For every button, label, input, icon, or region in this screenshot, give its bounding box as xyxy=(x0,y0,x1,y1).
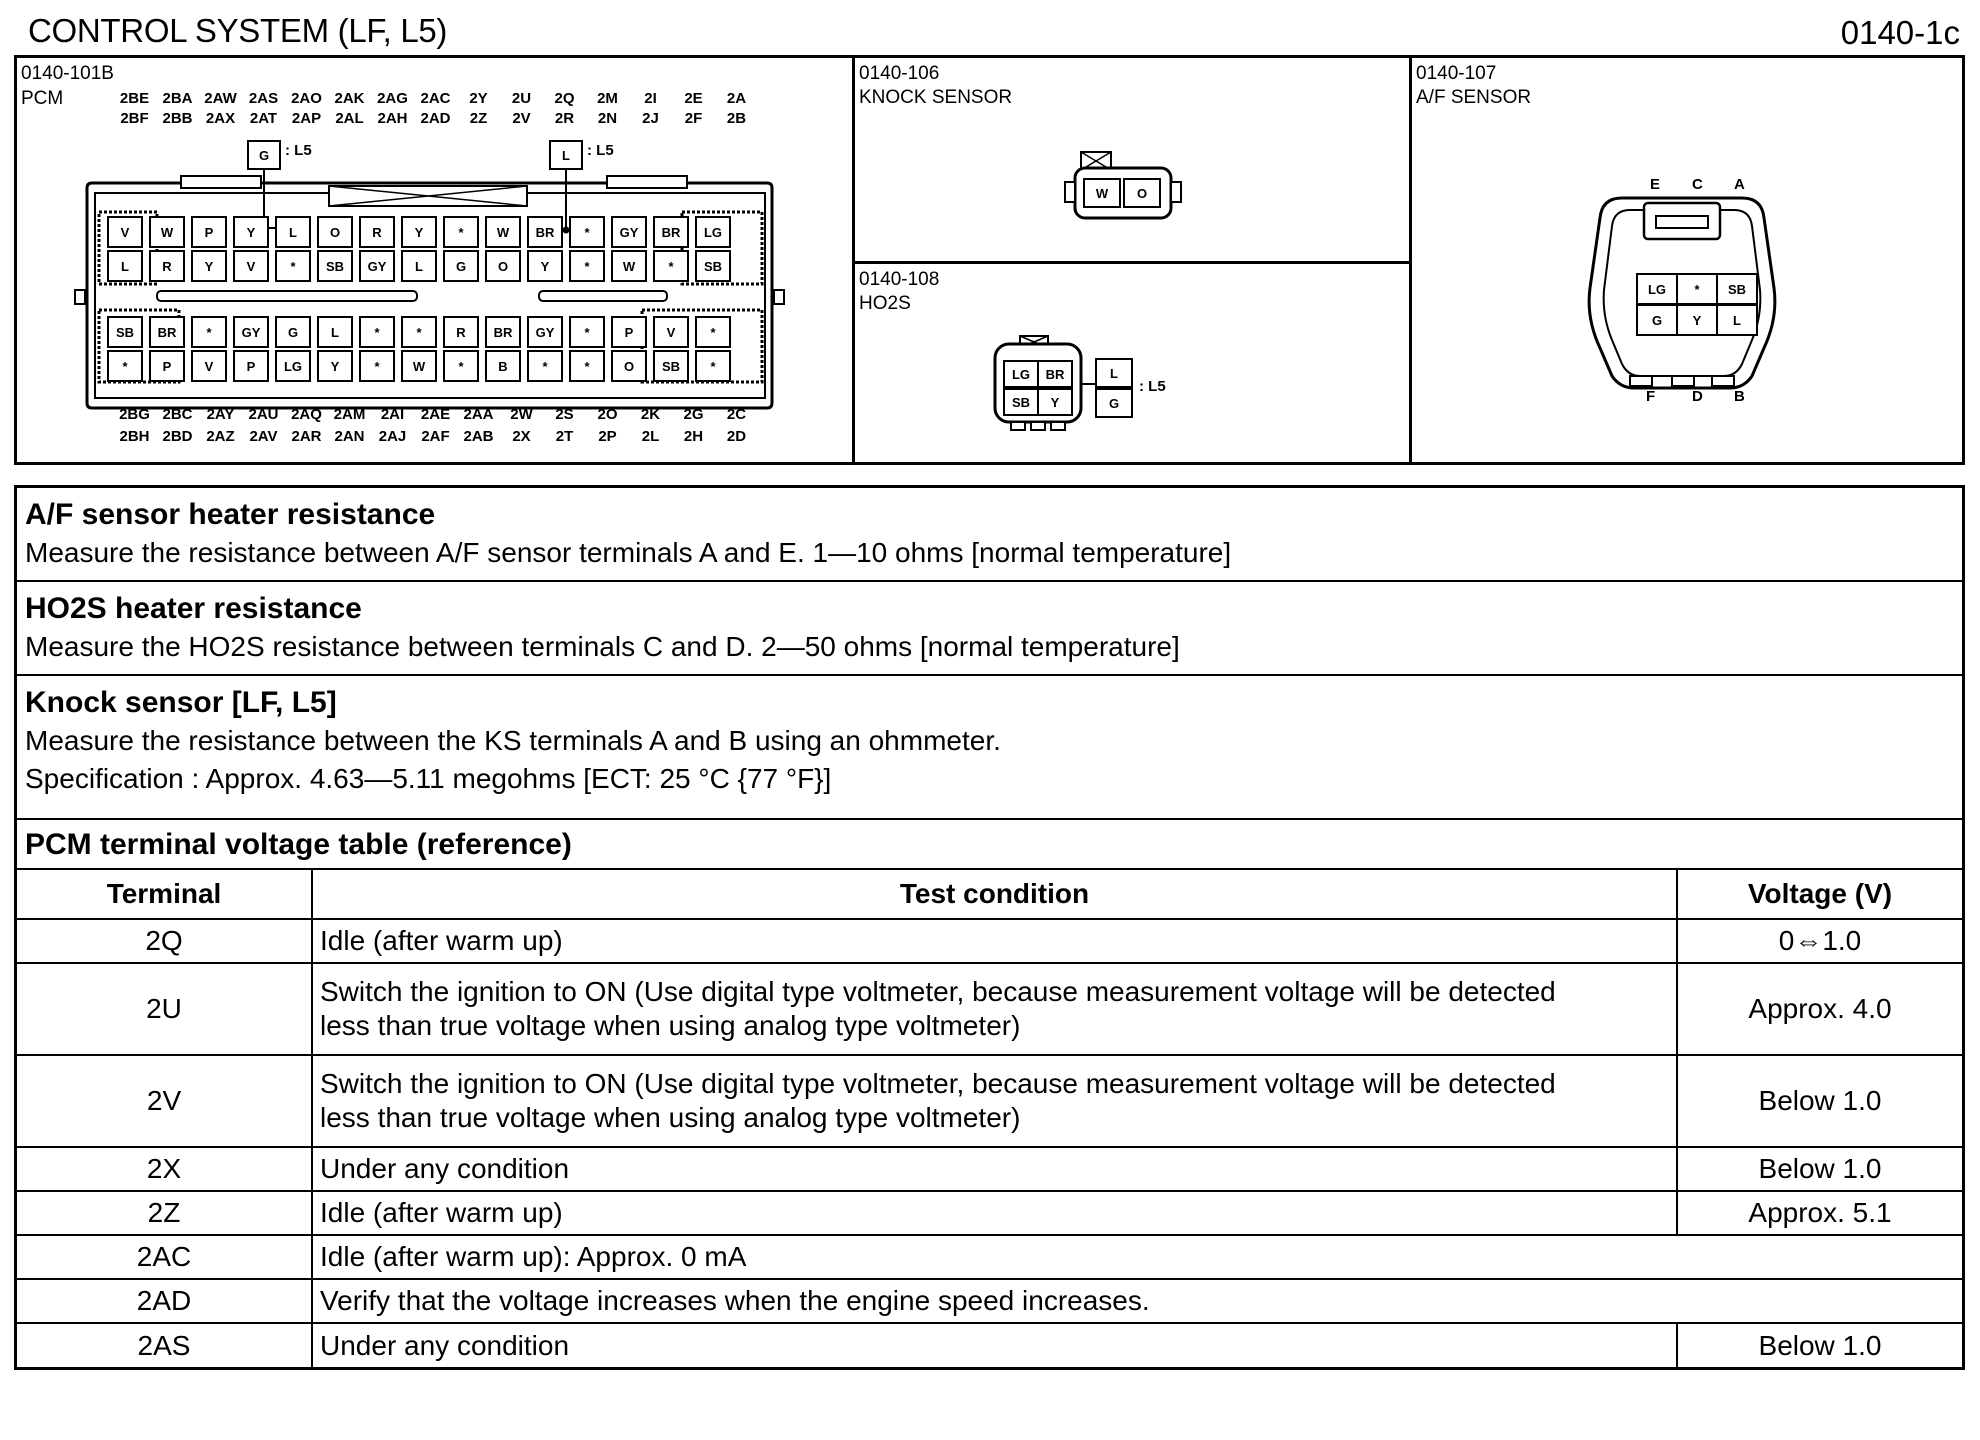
af-pin-e: LG xyxy=(1636,273,1678,305)
pcm-terminal-label: 2Z xyxy=(469,110,488,127)
pcm-terminal-label: 2AR xyxy=(291,428,322,445)
pcm-terminal-label: 2F xyxy=(684,110,703,127)
pcm-pin-wire-color: W xyxy=(611,250,647,282)
ho2s-alt-pin-1: L xyxy=(1095,358,1133,388)
ho2s-heater-section xyxy=(17,582,1962,676)
pcm-terminal-label: 2AA xyxy=(463,406,494,423)
condition-cell: Idle (after warm up) xyxy=(312,919,1677,963)
af-bottom-letter-b: B xyxy=(1734,388,1745,405)
af-top-letter-a: A xyxy=(1734,176,1745,193)
pcm-terminal-label: 2AZ xyxy=(206,428,235,445)
pcm-terminal-label: 2O xyxy=(597,406,618,423)
pcm-pin-wire-color: * xyxy=(359,316,395,348)
pcm-pin-wire-color: * xyxy=(359,350,395,382)
pcm-pin-wire-color: Y xyxy=(317,350,353,382)
pcm-pin-wire-color: * xyxy=(443,350,479,382)
header-condition: Test condition xyxy=(312,870,1677,919)
pcm-pin-wire-color: BR xyxy=(527,216,563,248)
voltage-table-title: PCM terminal voltage table (reference) xyxy=(25,828,572,861)
pcm-pin-wire-color: P xyxy=(191,216,227,248)
af-bottom-letter-d: D xyxy=(1692,388,1703,405)
terminal-cell: 2AS xyxy=(17,1323,312,1367)
table-row xyxy=(17,1323,1962,1367)
pcm-pin-wire-color: GY xyxy=(527,316,563,348)
pcm-pin-wire-color: L xyxy=(401,250,437,282)
pcm-callout-right-box: L xyxy=(549,140,583,170)
pcm-terminal-label: 2BA xyxy=(162,90,193,107)
ho2s-connector-body xyxy=(855,264,1412,462)
pcm-terminal-label: 2AC xyxy=(420,90,451,107)
pcm-terminal-label: 2V xyxy=(512,110,531,127)
pcm-terminal-label: 2T xyxy=(555,428,574,445)
pcm-pin-wire-color: SB xyxy=(695,250,731,282)
table-row xyxy=(17,1147,1962,1191)
table-row xyxy=(17,1191,1962,1235)
ho2s-pin-d: BR xyxy=(1037,360,1073,388)
voltage-cell: Below 1.0 xyxy=(1677,1147,1962,1191)
pcm-terminal-label: 2H xyxy=(683,428,704,445)
pcm-label: PCM xyxy=(21,88,64,109)
pcm-pin-wire-color: GY xyxy=(233,316,269,348)
af-pin-a: SB xyxy=(1716,273,1758,305)
page-code: 0140-1c xyxy=(1840,14,1960,51)
pcm-pin-wire-color: * xyxy=(443,216,479,248)
ho2s-cell xyxy=(855,264,1412,462)
voltage-cell: Below 1.0 xyxy=(1677,1055,1962,1147)
pcm-pin-wire-color: R xyxy=(149,250,185,282)
pcm-pin-wire-color: P xyxy=(611,316,647,348)
pcm-terminal-label: 2AX xyxy=(205,110,236,127)
pcm-pin-wire-color: LG xyxy=(275,350,311,382)
pcm-pin-wire-color: GY xyxy=(611,216,647,248)
pcm-pin-wire-color: * xyxy=(191,316,227,348)
pcm-pin-wire-color: LG xyxy=(695,216,731,248)
voltage-table-title-row xyxy=(17,820,1962,870)
pcm-terminal-label: 2AP xyxy=(291,110,322,127)
pcm-pin-wire-color: W xyxy=(149,216,185,248)
voltage-cell: 0⇔1.0 xyxy=(1677,919,1962,963)
pcm-terminal-label: 2M xyxy=(597,90,618,107)
pcm-terminal-label: 2BD xyxy=(162,428,193,445)
pcm-callout-right-note: : L5 xyxy=(587,142,614,159)
pcm-pin-wire-color: O xyxy=(611,350,647,382)
knock-sensor-line-1: Measure the resistance between the KS terminals A and B using an ohmmeter. xyxy=(25,725,1001,756)
pcm-pin-wire-color: V xyxy=(191,350,227,382)
condition-cell: Idle (after warm up): Approx. 0 mA xyxy=(312,1235,1962,1279)
pcm-callout-left-note: : L5 xyxy=(285,142,312,159)
af-top-letter-e: E xyxy=(1650,176,1661,193)
af-heater-title: A/F sensor heater resistance xyxy=(25,498,436,531)
pcm-terminal-label: 2AF xyxy=(421,428,450,445)
pcm-terminal-label: 2BC xyxy=(162,406,193,423)
table-row xyxy=(17,963,1962,1055)
af-heater-line: Measure the resistance between A/F sensor terminals A and E. 1—10 ohms [normal temperature] xyxy=(25,537,1232,568)
pcm-pin-wire-color: L xyxy=(107,250,143,282)
pcm-terminal-label: 2K xyxy=(640,406,661,423)
pcm-terminal-label: 2D xyxy=(726,428,747,445)
af-top-letter-c: C xyxy=(1692,176,1703,193)
pcm-pin-wire-color: G xyxy=(275,316,311,348)
pcm-terminal-label: 2N xyxy=(597,110,618,127)
pcm-terminal-label: 2AW xyxy=(204,90,237,107)
af-sensor-connector-body xyxy=(1412,58,1962,462)
knock-sensor-section xyxy=(17,676,1962,820)
pcm-pin-wire-color: R xyxy=(359,216,395,248)
pcm-pin-wire-color: W xyxy=(485,216,521,248)
pcm-terminal-label: 2X xyxy=(512,428,531,445)
pcm-pin-wire-color: * xyxy=(695,350,731,382)
pcm-pin-wire-color: SB xyxy=(317,250,353,282)
pcm-pin-wire-color: * xyxy=(569,250,605,282)
pcm-terminal-label: 2U xyxy=(511,90,532,107)
pcm-pin-wire-color: P xyxy=(233,350,269,382)
pcm-terminal-label: 2A xyxy=(726,90,747,107)
pcm-pin-wire-color: SB xyxy=(653,350,689,382)
ho2s-pin-c: LG xyxy=(1003,360,1039,388)
af-pin-c: * xyxy=(1676,273,1718,305)
pcm-terminal-label: 2BF xyxy=(120,110,149,127)
pcm-terminal-label: 2B xyxy=(726,110,747,127)
table-row xyxy=(17,1055,1962,1147)
pcm-terminal-label: 2AM xyxy=(333,406,366,423)
pcm-terminal-label: 2AK xyxy=(334,90,365,107)
pcm-pin-wire-color: BR xyxy=(149,316,185,348)
pcm-pin-wire-color: SB xyxy=(107,316,143,348)
page-title: CONTROL SYSTEM (LF, L5) xyxy=(28,12,448,49)
pcm-terminal-label: 2AD xyxy=(420,110,451,127)
af-pin-f: G xyxy=(1636,304,1678,336)
knock-pin-1: W xyxy=(1083,178,1121,208)
pcm-pin-wire-color: * xyxy=(569,216,605,248)
voltage-table xyxy=(17,870,1962,1367)
pcm-terminal-label: 2AE xyxy=(420,406,451,423)
pcm-pin-wire-color: * xyxy=(653,250,689,282)
pcm-connector-code: 0140-101B xyxy=(21,63,114,84)
pcm-terminal-label: 2AJ xyxy=(378,428,407,445)
terminal-cell: 2Z xyxy=(17,1191,312,1235)
knock-sensor-label: KNOCK SENSOR xyxy=(859,87,1013,108)
pcm-pin-wire-color: * xyxy=(569,350,605,382)
pcm-pin-wire-color: L xyxy=(317,316,353,348)
pcm-pin-wire-color: * xyxy=(401,316,437,348)
condition-cell: Verify that the voltage increases when the engine speed increases. xyxy=(312,1279,1962,1323)
pcm-terminal-label: 2AU xyxy=(248,406,279,423)
pcm-connector-cell xyxy=(17,58,855,462)
connector-diagram-panel xyxy=(14,55,1965,465)
header-terminal: Terminal xyxy=(17,870,312,919)
pcm-terminal-label: 2AV xyxy=(249,428,278,445)
table-row xyxy=(17,919,1962,963)
pcm-pin-wire-color: Y xyxy=(527,250,563,282)
pcm-pin-wire-color: V xyxy=(107,216,143,248)
pcm-terminal-label: 2Y xyxy=(469,90,488,107)
pcm-terminal-label: 2Q xyxy=(554,90,575,107)
voltage-cell: Below 1.0 xyxy=(1677,1323,1962,1367)
pcm-pin-wire-color: Y xyxy=(233,216,269,248)
pcm-terminal-label: 2AH xyxy=(377,110,408,127)
specification-block xyxy=(14,485,1965,1370)
pcm-terminal-label: 2L xyxy=(641,428,660,445)
af-sensor-cell xyxy=(1412,58,1962,462)
table-row xyxy=(17,1235,1962,1279)
pcm-pin-wire-color: BR xyxy=(653,216,689,248)
knock-pin-2: O xyxy=(1123,178,1161,208)
pcm-terminal-label: 2P xyxy=(598,428,617,445)
ho2s-code: 0140-108 xyxy=(859,269,940,290)
af-sensor-code: 0140-107 xyxy=(1416,63,1497,84)
terminal-cell: 2AC xyxy=(17,1235,312,1279)
af-sensor-label: A/F SENSOR xyxy=(1416,87,1532,108)
voltage-cell: Approx. 5.1 xyxy=(1677,1191,1962,1235)
terminal-cell: 2AD xyxy=(17,1279,312,1323)
pcm-terminal-label: 2BG xyxy=(119,406,150,423)
pcm-pin-wire-color: L xyxy=(275,216,311,248)
pcm-pin-wire-color: * xyxy=(569,316,605,348)
pcm-terminal-label: 2AT xyxy=(249,110,278,127)
pcm-pin-wire-color: O xyxy=(485,250,521,282)
pcm-pin-wire-color: O xyxy=(317,216,353,248)
knock-sensor-title: Knock sensor [LF, L5] xyxy=(25,686,337,719)
terminal-cell: 2U xyxy=(17,963,312,1055)
pcm-pin-wire-color: Y xyxy=(191,250,227,282)
pcm-terminal-label: 2AI xyxy=(380,406,405,423)
pcm-terminal-grid xyxy=(17,58,855,462)
knock-sensor-connector-body xyxy=(855,58,1412,264)
ho2s-alt-note: : L5 xyxy=(1139,378,1166,395)
pcm-pin-wire-color: W xyxy=(401,350,437,382)
pcm-terminal-label: 2AS xyxy=(248,90,279,107)
pcm-terminal-label: 2R xyxy=(554,110,575,127)
pcm-terminal-label: 2BH xyxy=(119,428,150,445)
af-bottom-letter-f: F xyxy=(1646,388,1656,405)
ho2s-pin-b: Y xyxy=(1037,388,1073,416)
knock-sensor-cell xyxy=(855,58,1412,264)
pcm-pin-wire-color: * xyxy=(275,250,311,282)
pcm-terminal-label: 2AQ xyxy=(291,406,322,423)
pcm-callout-left-box: G xyxy=(247,140,281,170)
ho2s-label: HO2S xyxy=(859,293,911,314)
terminal-cell: 2X xyxy=(17,1147,312,1191)
af-pin-b: L xyxy=(1716,304,1758,336)
pcm-pin-wire-color: R xyxy=(443,316,479,348)
ho2s-heater-title: HO2S heater resistance xyxy=(25,592,362,625)
pcm-terminal-label: 2G xyxy=(683,406,704,423)
condition-cell: Switch the ignition to ON (Use digital type voltmeter, because measurement voltage will be detected less than true voltage when using analog type voltmeter) xyxy=(312,963,1677,1055)
pcm-pin-wire-color: GY xyxy=(359,250,395,282)
pcm-pin-wire-color: Y xyxy=(401,216,437,248)
ho2s-alt-pin-2: G xyxy=(1095,388,1133,418)
af-pin-d: Y xyxy=(1676,304,1718,336)
pcm-pin-wire-color: * xyxy=(107,350,143,382)
pcm-terminal-label: 2S xyxy=(555,406,574,423)
af-heater-section xyxy=(17,488,1962,582)
terminal-cell: 2Q xyxy=(17,919,312,963)
pcm-terminal-label: 2AG xyxy=(377,90,408,107)
terminal-cell: 2V xyxy=(17,1055,312,1147)
pcm-terminal-label: 2C xyxy=(726,406,747,423)
pcm-pin-wire-color: B xyxy=(485,350,521,382)
pcm-pin-wire-color: G xyxy=(443,250,479,282)
pcm-pin-wire-color: * xyxy=(695,316,731,348)
condition-cell: Switch the ignition to ON (Use digital type voltmeter, because measurement voltage will be detected less than true voltage when using analog type voltmeter) xyxy=(312,1055,1677,1147)
pcm-pin-wire-color: V xyxy=(233,250,269,282)
condition-cell: Under any condition xyxy=(312,1323,1677,1367)
voltage-table-header xyxy=(17,870,1962,919)
pcm-terminal-label: 2E xyxy=(684,90,703,107)
knock-sensor-code: 0140-106 xyxy=(859,63,940,84)
pcm-pin-wire-color: V xyxy=(653,316,689,348)
ho2s-heater-line: Measure the HO2S resistance between terminals C and D. 2—50 ohms [normal temperature] xyxy=(25,631,1180,662)
pcm-pin-wire-color: P xyxy=(149,350,185,382)
pcm-terminal-label: 2AN xyxy=(334,428,365,445)
pcm-terminal-label: 2BE xyxy=(119,90,150,107)
condition-cell: Idle (after warm up) xyxy=(312,1191,1677,1235)
pcm-terminal-label: 2J xyxy=(642,110,659,127)
pcm-terminal-label: 2I xyxy=(644,90,657,107)
pcm-terminal-label: 2W xyxy=(510,406,533,423)
knock-sensor-line-2: Specification : Approx. 4.63—5.11 megohms [ECT: 25 °C {77 °F}] xyxy=(25,763,832,794)
voltage-cell: Approx. 4.0 xyxy=(1677,963,1962,1055)
pcm-terminal-label: 2AO xyxy=(291,90,322,107)
pcm-terminal-label: 2AL xyxy=(335,110,364,127)
pcm-terminal-label: 2AB xyxy=(463,428,494,445)
table-row xyxy=(17,1279,1962,1323)
ho2s-pin-a: SB xyxy=(1003,388,1039,416)
pcm-pin-wire-color: BR xyxy=(485,316,521,348)
header-voltage: Voltage (V) xyxy=(1677,870,1962,919)
condition-cell: Under any condition xyxy=(312,1147,1677,1191)
pcm-pin-wire-color: * xyxy=(527,350,563,382)
pcm-terminal-label: 2AY xyxy=(206,406,235,423)
pcm-terminal-label: 2BB xyxy=(162,110,193,127)
